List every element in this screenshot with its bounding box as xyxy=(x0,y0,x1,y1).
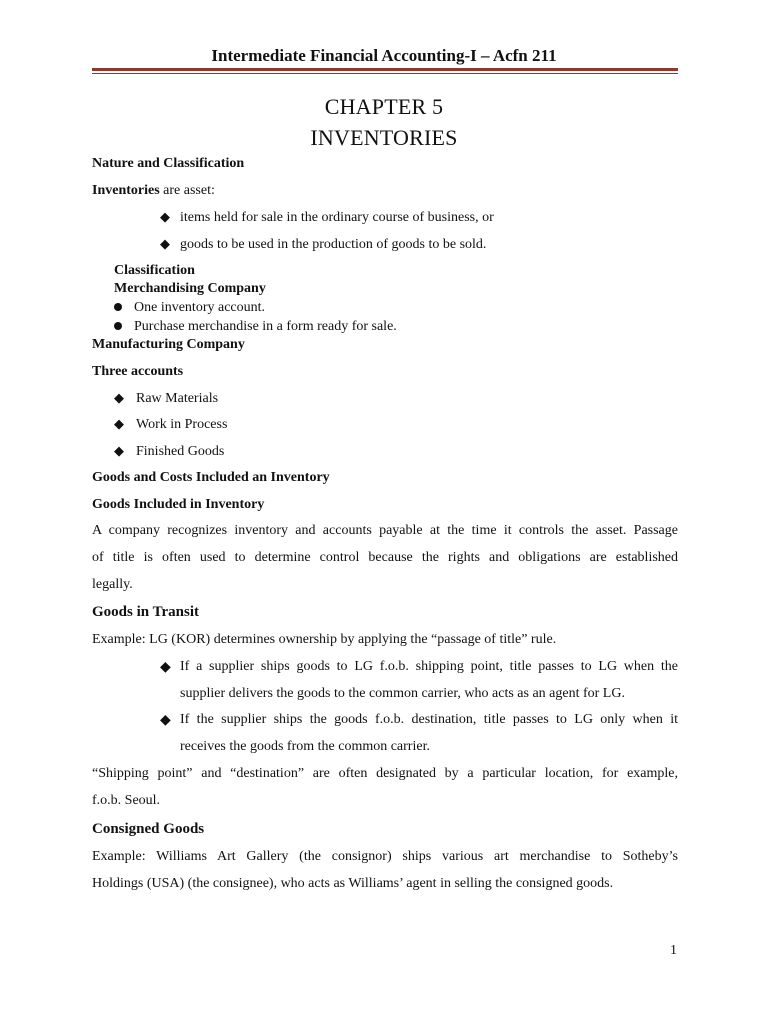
consigned-line-2: Holdings (USA) (the consignee), who acts as Williams’ agent in selling the consigned goods. xyxy=(92,876,614,891)
section-heading-nature: Nature and Classification xyxy=(92,156,245,171)
transit-bullet-2-line-2: receives the goods from the common carrier. xyxy=(180,739,430,754)
round-bullet-icon xyxy=(114,322,122,330)
running-header: Intermediate Financial Accounting-I – Acfn 211 xyxy=(211,46,557,65)
transit-example: Example: LG (KOR) determines ownership by applying the “passage of title” rule. xyxy=(92,632,557,647)
diamond-bullet-icon: ◆ xyxy=(114,390,124,405)
diamond-bullet-icon: ◆ xyxy=(160,713,171,728)
chapter-title: INVENTORIES xyxy=(310,125,458,150)
list-item: ◆ Raw Materials xyxy=(114,390,219,406)
transit-note-line-1: “Shipping point” and “destination” are often designated by a particular location, for example, xyxy=(92,766,678,781)
round-bullet-icon xyxy=(114,303,122,311)
goods-costs-heading: Goods and Costs Included an Inventory xyxy=(92,470,330,485)
definition-term: Inventories xyxy=(92,183,160,198)
diamond-bullet-icon: ◆ xyxy=(160,209,170,224)
merchandising-heading: Merchandising Company xyxy=(114,281,266,296)
transit-bullet-1-line-2: supplier delivers the goods to the common carrier, who acts as an agent for LG. xyxy=(180,686,625,701)
list-item: ◆ goods to be used in the production of goods to be sold. xyxy=(160,236,487,252)
paragraph-line: A company recognizes inventory and accounts payable at the time it controls the asset. Passage xyxy=(92,523,678,538)
inventories-definition xyxy=(92,183,215,199)
header-rule-thin xyxy=(92,73,678,74)
transit-note-line-2: f.o.b. Seoul. xyxy=(92,793,161,808)
goods-included-heading: Goods Included in Inventory xyxy=(92,497,265,512)
paragraph-line: of title is often used to determine control because the rights and obligations are established xyxy=(92,550,678,565)
diamond-bullet-icon: ◆ xyxy=(160,236,170,251)
diamond-bullet-icon: ◆ xyxy=(114,443,124,458)
list-item: One inventory account. xyxy=(114,300,265,316)
list-item: ◆ Finished Goods xyxy=(114,443,225,459)
transit-bullet-1-line-1: If a supplier ships goods to LG f.o.b. shipping point, title passes to LG when the xyxy=(180,659,678,674)
chapter-number: CHAPTER 5 xyxy=(324,94,444,119)
list-item: ◆ items held for sale in the ordinary course of business, or xyxy=(160,209,494,225)
diamond-bullet-icon: ◆ xyxy=(160,660,171,675)
definition-text: are asset: xyxy=(159,183,215,198)
list-item: Purchase merchandise in a form ready for sale. xyxy=(114,319,397,335)
manufacturing-heading: Manufacturing Company xyxy=(92,337,245,352)
goods-in-transit-heading: Goods in Transit xyxy=(92,604,199,620)
header-rule-thick xyxy=(92,68,678,71)
transit-bullet-2-line-1: If the supplier ships the goods f.o.b. destination, title passes to LG only when it xyxy=(180,712,678,727)
list-item: ◆ Work in Process xyxy=(114,416,228,432)
classification-heading: Classification xyxy=(114,263,195,278)
consigned-goods-heading: Consigned Goods xyxy=(92,821,205,837)
paragraph-line: legally. xyxy=(92,577,133,592)
three-accounts-heading: Three accounts xyxy=(92,364,184,379)
page-number: 1 xyxy=(670,943,677,958)
consigned-line-1: Example: Williams Art Gallery (the consignor) ships various art merchandise to Sotheby’s xyxy=(92,849,678,864)
diamond-bullet-icon: ◆ xyxy=(114,416,124,431)
